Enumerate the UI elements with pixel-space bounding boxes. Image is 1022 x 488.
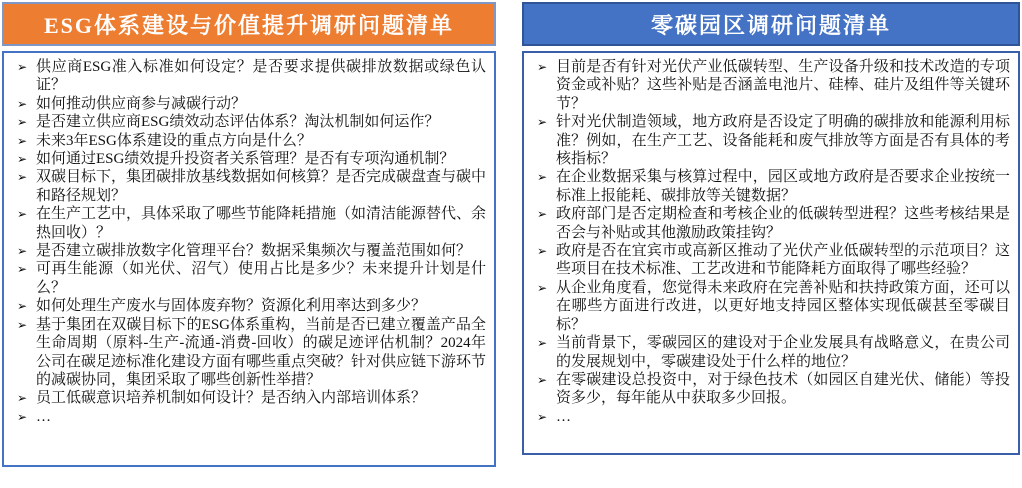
bullet-arrow-icon: ➢ — [17, 115, 28, 130]
bullet-arrow-icon: ➢ — [17, 133, 28, 148]
esg-panel-body — [2, 51, 496, 467]
question-item — [8, 260, 486, 297]
question-text: 双碳目标下，集团碳排放基线数据如何核算？是否完成碳盘查与碳中和路径规划？ — [36, 169, 487, 204]
question-text: 从企业角度看，您觉得未来政府在完善补贴和扶持政策方面，还可以在哪些方面进行改进，以更好地支持园区整体实现低碳甚至零碳目标？ — [556, 279, 1010, 333]
question-item — [528, 242, 1010, 279]
question-item — [528, 205, 1010, 242]
bullet-arrow-icon: ➢ — [537, 372, 548, 387]
question-item — [8, 205, 486, 242]
bullet-arrow-icon: ➢ — [537, 60, 548, 74]
question-text: 当前背景下，零碳园区的建设对于企业发展具有战略意义，在贵公司的发展规划中，零碳建设处于什么样的地位？ — [556, 335, 1010, 370]
question-item — [8, 168, 486, 205]
esg-question-list — [8, 58, 486, 426]
esg-panel-title: ESG体系建设与价值提升调研问题清单 — [43, 12, 455, 38]
zero-carbon-panel-body — [522, 51, 1020, 455]
bullet-arrow-icon: ➢ — [17, 244, 28, 259]
question-item — [8, 58, 486, 95]
question-text: 如何通过ESG绩效提升投资者关系管理？是否有专项沟通机制？ — [36, 151, 455, 168]
panel-esg-questions — [2, 2, 496, 486]
bullet-arrow-icon: ➢ — [537, 115, 548, 130]
question-item — [8, 113, 486, 131]
bullet-arrow-icon: ➢ — [17, 391, 28, 406]
question-text: 员工低碳意识培养机制如何设计？是否纳入内部培训体系？ — [36, 390, 427, 407]
bullet-arrow-icon: ➢ — [17, 152, 28, 167]
question-item — [528, 408, 1010, 426]
bullet-arrow-icon: ➢ — [537, 207, 548, 222]
question-text: 是否建立供应商ESG绩效动态评估体系？淘汰机制如何运作？ — [36, 114, 440, 131]
question-item — [8, 132, 486, 150]
bullet-arrow-icon: ➢ — [17, 60, 28, 74]
question-item — [528, 113, 1010, 168]
question-item — [8, 95, 486, 113]
question-item — [8, 242, 486, 260]
bullet-arrow-icon: ➢ — [17, 409, 28, 424]
question-text: … — [556, 408, 571, 425]
bullet-arrow-icon: ➢ — [537, 280, 548, 295]
bullet-arrow-icon: ➢ — [17, 299, 28, 314]
zero-carbon-panel-title: 零碳园区调研问题清单 — [650, 12, 891, 38]
question-text: 供应商ESG准入标准如何设定？是否要求提供碳排放数据或绿色认证？ — [36, 59, 486, 94]
bullet-arrow-icon: ➢ — [537, 170, 548, 185]
question-item — [528, 371, 1010, 408]
question-text: … — [36, 408, 51, 425]
bullet-arrow-icon: ➢ — [537, 336, 548, 351]
panel-zero-carbon-questions — [522, 2, 1020, 486]
question-text: 如何推动供应商参与减碳行动？ — [36, 95, 247, 112]
bullet-arrow-icon: ➢ — [17, 96, 28, 111]
question-item — [8, 150, 486, 168]
question-item — [8, 408, 486, 426]
question-text: 针对光伏制造领域，地方政府是否设定了明确的碳排放和能源利用标准？例如，在生产工艺、设备能耗和废气排放等方面是否有具体的考核指标？ — [556, 114, 1010, 168]
bullet-arrow-icon: ➢ — [17, 262, 28, 277]
question-item — [8, 389, 486, 407]
question-text: 政府部门是否定期检查和考核企业的低碳转型进程？这些考核结果是否会与补贴或其他激励政策挂钩？ — [556, 206, 1010, 241]
bullet-arrow-icon: ➢ — [537, 244, 548, 259]
bullet-arrow-icon: ➢ — [17, 170, 28, 185]
zero-carbon-question-list — [528, 58, 1010, 426]
question-item — [8, 316, 486, 390]
question-text: 基于集团在双碳目标下的ESG体系重构，当前是否已建立覆盖产品全生命周期（原料-生产-流通-消费-回收）的碳足迹评估机制？2024年公司在碳足迹标准化建设方面有哪些重点突破？针对供应链下游环节的减碳协同，集团采取了哪些创新性举措？ — [36, 316, 487, 388]
question-text: 如何处理生产废水与固体废弃物？资源化利用率达到多少？ — [36, 298, 427, 315]
question-item — [528, 58, 1010, 113]
question-text: 是否建立碳排放数字化管理平台？数据采集频次与覆盖范围如何？ — [36, 243, 472, 260]
question-text: 未来3年ESG体系建设的重点方向是什么？ — [36, 132, 312, 149]
question-item — [528, 168, 1010, 205]
question-text: 目前是否有针对光伏产业低碳转型、生产设备升级和技术改造的专项资金或补贴？这些补贴是否涵盖电池片、硅棒、硅片及组件等关键环节？ — [556, 59, 1010, 112]
esg-panel-header — [2, 2, 496, 46]
bullet-arrow-icon: ➢ — [17, 207, 28, 222]
question-text: 在生产工艺中，具体采取了哪些节能降耗措施（如清洁能源替代、余热回收）？ — [36, 206, 487, 241]
bullet-arrow-icon: ➢ — [537, 409, 548, 424]
zero-carbon-panel-header — [522, 2, 1020, 46]
question-text: 政府是否在宜宾市或高新区推动了光伏产业低碳转型的示范项目？这些项目在技术标准、工艺改进和节能降耗方面取得了哪些经验？ — [556, 243, 1010, 278]
question-item — [528, 279, 1010, 334]
question-item — [528, 334, 1010, 371]
question-text: 可再生能源（如光伏、沼气）使用占比是多少？未来提升计划是什么？ — [36, 261, 486, 296]
question-item — [8, 297, 486, 315]
question-text: 在企业数据采集与核算过程中，园区或地方政府是否要求企业按统一标准上报能耗、碳排放等关键数据？ — [556, 169, 1010, 204]
bullet-arrow-icon: ➢ — [17, 317, 28, 332]
question-text: 在零碳建设总投资中，对于绿色技术（如园区自建光伏、储能）等投资多少，每年能从中获取多少回报。 — [556, 371, 1010, 407]
